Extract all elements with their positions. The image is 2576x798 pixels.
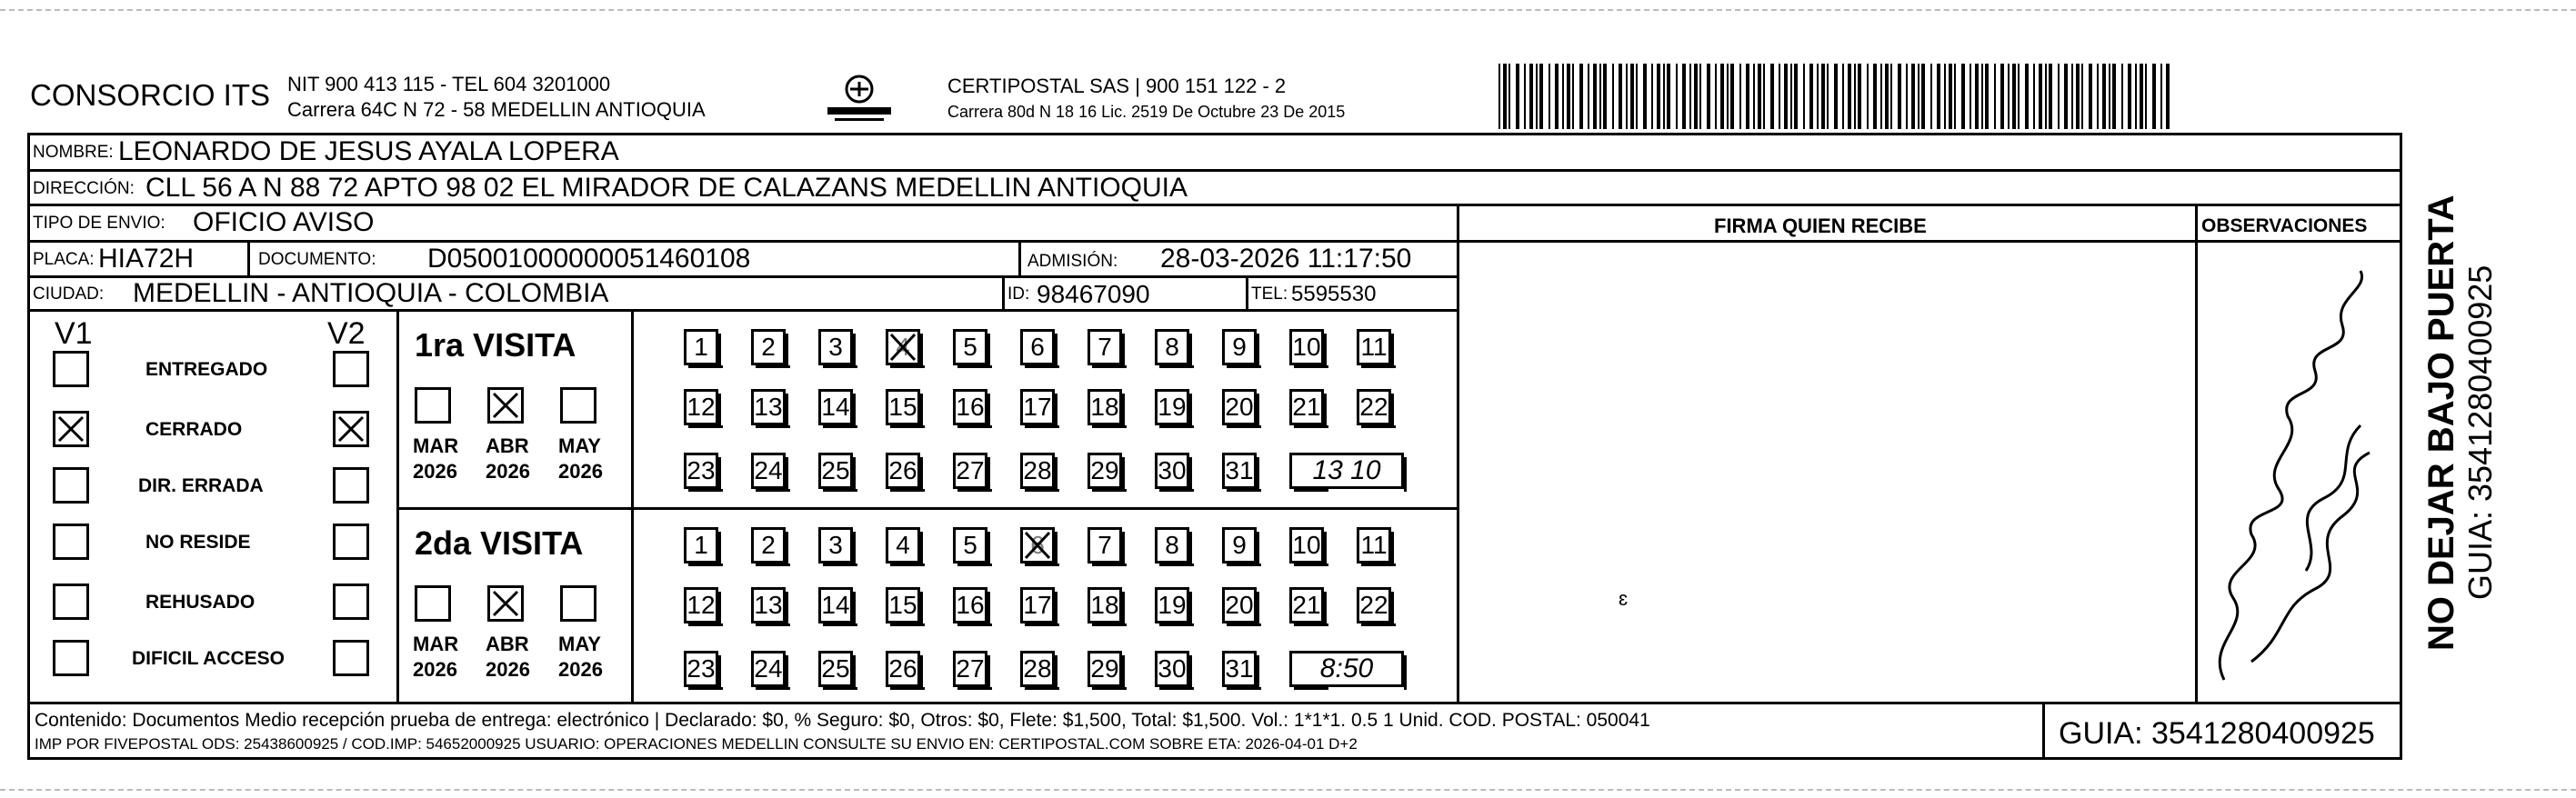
month-label: ABR — [486, 434, 529, 457]
nombre-label: NOMBRE: — [33, 143, 114, 162]
placa-label: PLACA: — [33, 250, 95, 269]
day-box[interactable]: 16 — [953, 587, 987, 623]
day-box[interactable]: 3 — [818, 527, 853, 564]
tel-value: 5595530 — [1291, 282, 1377, 306]
day-box[interactable]: 14 — [818, 389, 853, 425]
v2-checkbox[interactable] — [333, 351, 369, 387]
year-label: 2026 — [486, 658, 530, 681]
tipo-label: TIPO DE ENVIO: — [33, 214, 165, 233]
day-box[interactable]: 18 — [1088, 587, 1122, 623]
day-box[interactable]: 28 — [1020, 453, 1055, 489]
day-box[interactable]: 11 — [1357, 527, 1391, 564]
v1-checkbox[interactable] — [53, 640, 89, 676]
status-option-label: DIFICIL ACCESO — [132, 648, 286, 669]
contenido-line: Contenido: Documentos Medio recepción prueba de entrega: electrónico | Declarado: $0, % Seguro: $0, Otros: $0, Flete: $1,500, Total: $1,500. Vol.: 1*1*1. 0.5 1 Unid. COD. POSTAL: 050041 — [35, 710, 1650, 731]
day-box[interactable]: 30 — [1155, 453, 1189, 489]
tipo-value: OFICIO AVISO — [193, 207, 375, 237]
day-box[interactable]: 1 — [684, 527, 718, 564]
v2-checkbox[interactable] — [333, 524, 369, 560]
status-option-label: CERRADO — [145, 419, 243, 440]
day-box[interactable]: 13 — [751, 587, 786, 623]
day-box[interactable]: 24 — [751, 651, 786, 687]
month-checkbox[interactable] — [487, 585, 524, 622]
day-box[interactable]: 30 — [1155, 651, 1189, 687]
v2-label: V2 — [327, 316, 366, 351]
bottom-cut-line — [0, 789, 2576, 793]
day-box[interactable]: 19 — [1155, 389, 1189, 425]
year-label: 2026 — [558, 658, 603, 681]
day-box[interactable]: 15 — [886, 389, 920, 425]
day-box[interactable]: 26 — [886, 453, 920, 489]
guia-footer: GUIA: 3541280400925 — [2059, 716, 2375, 751]
firma-header: FIRMA QUIEN RECIBE — [1714, 214, 1927, 237]
day-box[interactable]: 7 — [1088, 527, 1122, 564]
day-box[interactable]: 25 — [818, 453, 853, 489]
courier-line-1: CERTIPOSTAL SAS | 900 151 122 - 2 — [947, 75, 1287, 97]
day-box[interactable]: 17 — [1020, 587, 1055, 623]
year-label: 2026 — [413, 658, 457, 681]
documento-label: DOCUMENTO: — [258, 250, 376, 269]
status-option-label: REHUSADO — [145, 592, 256, 613]
day-box[interactable]: 7 — [1088, 329, 1122, 365]
v2-checkbox[interactable] — [333, 467, 369, 504]
day-box[interactable]: 6 — [1020, 527, 1055, 564]
admision-label: ADMISIÓN: — [1027, 252, 1118, 271]
main-frame — [27, 133, 2402, 760]
nit-line: NIT 900 413 115 - TEL 604 3201000 — [287, 73, 611, 95]
month-label: MAR — [413, 434, 459, 457]
handwritten-signature — [2197, 244, 2402, 702]
status-option-label: DIR. ERRADA — [138, 475, 264, 496]
day-box[interactable]: 29 — [1088, 453, 1122, 489]
direccion-label: DIRECCIÓN: — [33, 179, 135, 198]
day-box[interactable]: 24 — [751, 453, 786, 489]
day-box[interactable]: 10 — [1289, 527, 1324, 564]
day-box[interactable]: 13 — [751, 389, 786, 425]
visit-title: 1ra VISITA — [415, 326, 576, 364]
direccion-value: CLL 56 A N 88 72 APTO 98 02 EL MIRADOR DE CALAZANS MEDELLIN ANTIOQUIA — [145, 173, 1188, 203]
v2-checkbox[interactable] — [333, 584, 369, 620]
day-box[interactable]: 20 — [1222, 587, 1257, 623]
day-box[interactable]: 23 — [684, 651, 718, 687]
day-box[interactable]: 15 — [886, 587, 920, 623]
no-dejar-text: NO DEJAR BAJO PUERTA — [2421, 195, 2461, 651]
month-checkbox[interactable] — [487, 387, 524, 424]
day-box[interactable]: 9 — [1222, 329, 1257, 365]
id-label: ID: — [1007, 284, 1030, 304]
time-note: 13 10 — [1289, 453, 1404, 489]
day-box[interactable]: 19 — [1155, 587, 1189, 623]
day-box[interactable]: 29 — [1088, 651, 1122, 687]
certipostal-logo-icon — [809, 71, 909, 125]
month-checkbox[interactable] — [560, 387, 596, 424]
day-box[interactable]: 27 — [953, 453, 987, 489]
v1-checkbox[interactable] — [53, 584, 89, 620]
day-box[interactable]: 20 — [1222, 389, 1257, 425]
v1-checkbox[interactable] — [53, 467, 89, 504]
month-label: MAY — [558, 633, 601, 655]
courier-line-2: Carrera 80d N 18 16 Lic. 2519 De Octubre 23 De 2015 — [947, 103, 1346, 121]
company-name: CONSORCIO ITS — [30, 78, 271, 112]
day-box[interactable]: 1 — [684, 329, 718, 365]
day-box[interactable]: 31 — [1222, 651, 1257, 687]
month-label: MAR — [413, 633, 459, 655]
day-box[interactable]: 10 — [1289, 329, 1324, 365]
day-box[interactable]: 4 — [886, 527, 920, 564]
observaciones-header: OBSERVACIONES — [2201, 215, 2368, 236]
v2-checkbox[interactable] — [333, 640, 369, 676]
day-box[interactable]: 22 — [1357, 389, 1391, 425]
year-label: 2026 — [486, 460, 530, 483]
v1-checkbox[interactable] — [53, 411, 89, 447]
month-checkbox[interactable] — [415, 585, 451, 622]
day-box[interactable]: 26 — [886, 651, 920, 687]
day-box[interactable]: 25 — [818, 651, 853, 687]
day-box[interactable]: 14 — [818, 587, 853, 623]
day-box[interactable]: 27 — [953, 651, 987, 687]
month-checkbox[interactable] — [560, 585, 596, 622]
ciudad-label: CIUDAD: — [33, 284, 105, 304]
admision-value: 28-03-2026 11:17:50 — [1160, 244, 1412, 274]
v1-label: V1 — [55, 316, 93, 351]
placa-value: HIA72H — [98, 244, 195, 274]
day-box[interactable]: 2 — [751, 329, 786, 365]
barcode-icon — [1498, 64, 2173, 129]
day-box[interactable]: 8 — [1155, 329, 1189, 365]
nombre-value: LEONARDO DE JESUS AYALA LOPERA — [118, 136, 619, 166]
v1-checkbox[interactable] — [53, 524, 89, 560]
day-box[interactable]: 18 — [1088, 389, 1122, 425]
day-box[interactable]: 31 — [1222, 453, 1257, 489]
status-option-label: NO RESIDE — [145, 532, 251, 553]
signature-mark: ɛ — [1619, 587, 1629, 610]
imp-line: IMP POR FIVEPOSTAL ODS: 25438600925 / COD.IMP: 54652000925 USUARIO: OPERACIONES MEDELLIN CONSULTE SU ENVIO EN: CERTIPOSTAL.COM SOBRE ETA: 2026-04-01 D+2 — [35, 735, 1358, 753]
day-box[interactable]: 21 — [1289, 587, 1324, 623]
day-box[interactable]: 9 — [1222, 527, 1257, 564]
day-box[interactable]: 5 — [953, 329, 987, 365]
day-box[interactable]: 21 — [1289, 389, 1324, 425]
day-box[interactable]: 2 — [751, 527, 786, 564]
day-box[interactable]: 3 — [818, 329, 853, 365]
day-box[interactable]: 12 — [684, 389, 718, 425]
v2-checkbox[interactable] — [333, 411, 369, 447]
documento-value: D05001000000051460108 — [427, 244, 751, 274]
day-box[interactable]: 4 — [886, 329, 920, 365]
visit-title: 2da VISITA — [415, 524, 584, 562]
day-box[interactable]: 28 — [1020, 651, 1055, 687]
day-box[interactable]: 22 — [1357, 587, 1391, 623]
day-box[interactable]: 8 — [1155, 527, 1189, 564]
day-box[interactable]: 6 — [1020, 329, 1055, 365]
guia-side: GUIA: 3541280400925 — [2461, 264, 2499, 600]
month-label: MAY — [558, 434, 601, 457]
month-checkbox[interactable] — [415, 387, 451, 424]
day-box[interactable]: 16 — [953, 389, 987, 425]
year-label: 2026 — [558, 460, 603, 483]
time-note: 8:50 — [1289, 651, 1404, 687]
day-box[interactable]: 12 — [684, 587, 718, 623]
tel-label: TEL: — [1251, 284, 1288, 304]
ciudad-value: MEDELLIN - ANTIOQUIA - COLOMBIA — [133, 278, 609, 308]
day-box[interactable]: 17 — [1020, 389, 1055, 425]
v1-checkbox[interactable] — [53, 351, 89, 387]
year-label: 2026 — [413, 460, 457, 483]
day-box[interactable]: 11 — [1357, 329, 1391, 365]
day-box[interactable]: 23 — [684, 453, 718, 489]
status-option-label: ENTREGADO — [145, 359, 268, 380]
month-label: ABR — [486, 633, 529, 655]
company-address: Carrera 64C N 72 - 58 MEDELLIN ANTIOQUIA — [287, 98, 706, 121]
day-box[interactable]: 5 — [953, 527, 987, 564]
top-cut-line — [0, 9, 2576, 13]
id-value: 98467090 — [1037, 280, 1150, 308]
